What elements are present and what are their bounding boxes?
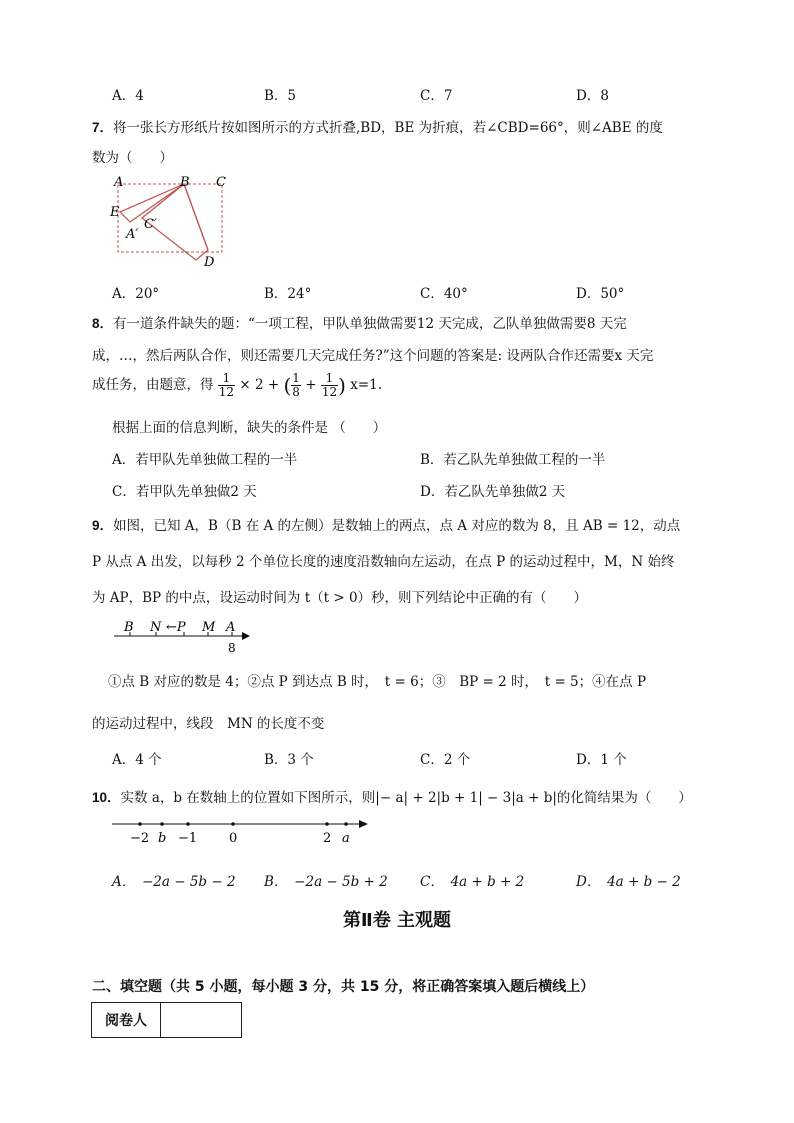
q7-text1: 将一张长方形纸片按如图所示的方式折叠,BD，BE 为折痕，若∠CBD=66°，则∠ABE 的度	[113, 120, 663, 136]
q7-option-d: D．50°	[576, 286, 625, 302]
grader-table	[91, 1002, 242, 1038]
q6-option-b: B．5	[264, 88, 297, 104]
q8-frac2-num: 1	[292, 371, 300, 385]
q7-stem-line1	[92, 116, 663, 136]
q10-option-d: D． 4a + b − 2	[576, 874, 681, 890]
q8-frac2-den: 8	[292, 385, 300, 399]
q9-stem-line1	[92, 514, 680, 534]
q8-question: 根据上面的信息判断，缺失的条件是 （ ）	[112, 420, 387, 436]
q10-axis-a: a	[342, 831, 350, 846]
q7-figure	[100, 170, 240, 270]
q10-text1: 实数 a，b 在数轴上的位置如下图所示，则|− a| + 2|b + 1| − 3|a + b|的化简结果为（ ）	[120, 790, 692, 806]
grader-label: 阅卷人	[92, 1003, 161, 1038]
q8-eq-tail: x=1.	[350, 377, 383, 393]
q8-frac3-den: 12	[321, 385, 338, 399]
q9-option-b: B．3 个	[264, 752, 314, 768]
q8-equation-line: 成任务，由题意，得 $\frac{1}{12}$ × 2 + ( $\frac{1}{8}$ + $\frac{1}{12}$ ) x=1.	[92, 371, 383, 399]
q10-axis-neg1: −1	[178, 831, 198, 846]
q9-stem-line3: 为 AP，BP 的中点，设运动时间为 t（t > 0）秒，则下列结论中正确的有（ ）	[92, 590, 588, 606]
q10-option-a: A． −2a − 5b − 2	[112, 874, 236, 890]
q9-axis-tick-8: 8	[228, 641, 236, 655]
fig-label-c: C	[216, 175, 226, 190]
grader-cell	[161, 1003, 242, 1038]
q8-frac3	[321, 372, 338, 399]
q8-eq-times: × 2 +	[239, 377, 280, 393]
q9-axis-p: ←P	[166, 620, 186, 635]
q9-axis-b: B	[124, 620, 134, 635]
q9-option-c: C．2 个	[420, 752, 471, 768]
q8-frac3-num: 1	[321, 372, 338, 386]
q10-number: 10．	[92, 790, 121, 805]
q8-option-d: D．若乙队先单独做2 天	[420, 484, 566, 500]
q9-axis-n: N	[150, 620, 162, 635]
section2-heading: 二、填空题（共 5 小题，每小题 3 分，共 15 分，将正确答案填入题后横线上）	[92, 979, 595, 995]
fig-label-a: A	[114, 175, 124, 190]
q10-axis-2: 2	[323, 831, 332, 846]
q6-option-d: D．8	[576, 88, 609, 104]
q10-axis-neg2: −2	[130, 831, 150, 846]
q9-axis-a: A	[226, 620, 236, 635]
q10-axis-b: b	[158, 831, 167, 846]
q6-option-a: A．4	[112, 88, 144, 104]
q9-number-line	[108, 616, 258, 658]
fig-label-d: D	[204, 255, 215, 270]
q9-statements-line2: 的运动过程中，线段 MN 的长度不变	[92, 716, 325, 732]
q10-axis-0: 0	[229, 831, 238, 846]
q10-option-b: B． −2a − 5b + 2	[264, 874, 388, 890]
q8-frac1-den: 12	[218, 385, 235, 399]
fig-label-a-prime: A′	[126, 227, 139, 242]
q9-option-a: A．4 个	[112, 752, 162, 768]
q8-option-b: B．若乙队先单独做工程的一半	[420, 452, 606, 468]
q9-text1: 如图，已知 A，B（B 在 A 的左侧）是数轴上的两点，点 A 对应的数为 8，且 AB = 12，动点	[113, 518, 681, 534]
q8-number: 8．	[92, 316, 114, 331]
q8-frac1-num: 1	[218, 372, 235, 386]
fig-label-e: E	[110, 205, 120, 220]
q7-option-b: B．24°	[264, 286, 312, 302]
q9-option-d: D．1 个	[576, 752, 627, 768]
q8-stem-line2: 成，…，然后两队合作，则还需要几天完成任务?”这个问题的答案是: 设两队合作还需要x 天完	[92, 348, 654, 364]
q7-number: 7．	[92, 120, 114, 135]
q9-number: 9．	[92, 518, 114, 533]
q8-frac2	[291, 372, 301, 399]
q6-option-c: C．7	[420, 88, 453, 104]
q9-axis-m: M	[202, 620, 216, 635]
q10-option-c: C． 4a + b + 2	[420, 874, 525, 890]
q10-number-line	[106, 814, 376, 848]
q8-stem-line1	[92, 312, 627, 332]
q9-statements-line1: ①点 B 对应的数是 4；②点 P 到达点 B 时， t = 6；③ BP = 2 时， t = 5；④在点 P	[108, 674, 647, 690]
fig-label-c-prime: C′	[144, 217, 157, 232]
part2-title: 第Ⅱ卷 主观题	[342, 910, 452, 931]
q7-option-a: A．20°	[112, 286, 160, 302]
q8-eq-plus: +	[305, 377, 317, 393]
q8-frac1	[218, 372, 235, 399]
q8-option-a: A．若甲队先单独做工程的一半	[112, 452, 298, 468]
q7-option-c: C．40°	[420, 286, 468, 302]
fig-label-b: B	[180, 175, 190, 190]
q9-stem-line2: P 从点 A 出发，以每秒 2 个单位长度的速度沿数轴向左运动，在点 P 的运动过程中，M，N 始终	[92, 554, 675, 570]
q8-option-c: C．若甲队先单独做2 天	[112, 484, 257, 500]
q10-stem	[92, 786, 692, 806]
q7-stem-line2: 数为（ ）	[92, 150, 173, 166]
q8-text1: 有一道条件缺失的题：“一项工程，甲队单独做需要12 天完成，乙队单独做需要8 天完	[113, 316, 627, 332]
q8-eq-prefix: 成任务，由题意，得	[92, 377, 214, 393]
